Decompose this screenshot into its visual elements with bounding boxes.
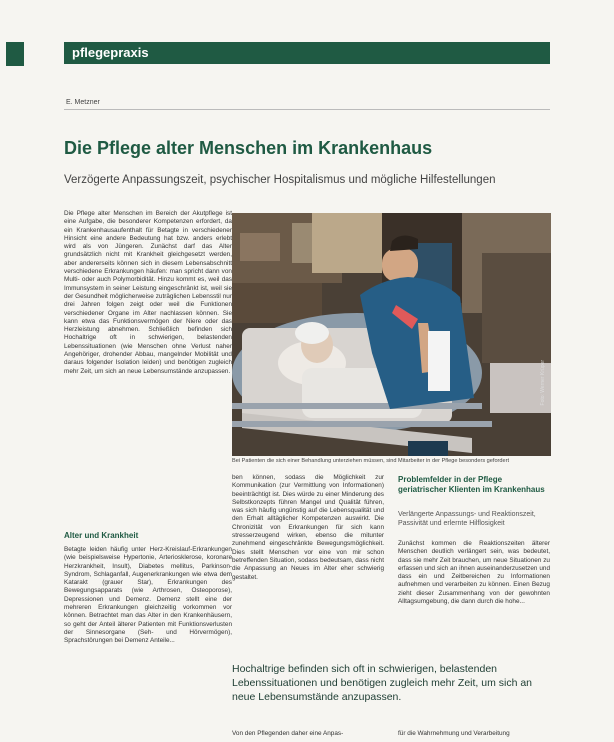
- hospital-photo: [232, 213, 551, 456]
- body-line: Von den Pflegenden daher eine Anpas-: [232, 730, 344, 737]
- photo-credit: Foto: Werner Krüper: [540, 360, 546, 406]
- section-label: pflegepraxis: [72, 45, 149, 60]
- section-tab-marker: [6, 42, 24, 66]
- body-column: Zunächst kommen die Reaktionszeiten älterer Menschen deutlich verlängert sein, was bedeutet, dass sie mehr Zeit brauchen, um neue Situationen zu erfassen und sich an ihnen auseinanderzusetzen und dass ein und Zeitbereichen zu Informationen aufnehmen und verarbeiten zu können. Einen Bezug zieht dieser Zusammenhang von der gewohnten Alltagsumgebung, die dann durch die hohe...: [398, 540, 550, 606]
- divider: [64, 109, 550, 110]
- section-heading: Problemfelder in der Pflege geriatrischer Klienten im Krankenhaus: [398, 475, 545, 494]
- article-subtitle: Verzögerte Anpassungszeit, psychischer Hospitalismus und mögliche Hilfestellungen: [64, 174, 496, 186]
- author-name: E. Metzner: [66, 99, 100, 106]
- pull-quote: Hochaltrige befinden sich oft in schwierigen, belastenden Lebenssituationen und benötigen zugleich mehr Zeit, um sich an neue Lebensumstände anzupassen.: [232, 663, 533, 703]
- section-subheading: Verlängerte Anpassungs- und Reaktionszeit, Passivität und erlernte Hilflosigkeit: [398, 511, 536, 527]
- section-banner: [64, 42, 550, 64]
- intro-paragraph: Die Pflege alter Menschen im Bereich der Akutpflege ist eine Aufgabe, die besonderer Kompetenzen erfordert, da ein Krankenhausaufenthalt für Betagte in verschiedener Hinsicht eine andere Bedeutung hat bzw. anders erlebt wird als von Jüngeren. Zunächst darf das Alter grundsätzlich nicht mit Krankheit gleichgesetzt werden, aber andererseits können sich in diesem Lebensabschnitt verschiedene Erkrankungen häufen: man spricht dann von Multi- oder auch Polymorbidität. Hinzu kommt es, weil das Immunsystem in seiner Leistung eingeschränkt ist, weil sie der Gesundheit möglicherweise zuträglichen Lebensstil nur drei Jahren folgen zeigt oder weil die Funktionen verschiedener Organe im Alter nachlassen können. Sie kann etwa das Funktionsvermögen der Niere oder das Herzleistung abnehmen. Schließlich befinden sich Hochaltrige oft in schwierigen, belastenden Lebenssituationen (wie Menschen ohne Verlust naher Angehöriger, drohender Abbau, mangelnder Mobilität und daraus folgender Isolation leiden) und benötigen zugleich mehr Zeit, um sich an neue Lebensumstände anzupassen.: [64, 210, 232, 375]
- body-line: für die Wahrnehmung und Verarbeitung: [398, 730, 510, 737]
- article-title: Die Pflege alter Menschen im Krankenhaus: [64, 138, 433, 158]
- body-column: ben können, sodass die Möglichkeit zur Kommunikation (zur Vermittlung von Informationen) beeinträchtigt ist. Dies würde zu einer Minderung des Selbstkonzepts führen Mangel und Qualität führen, was sich häufig ungünstig auf die Lebensqualität und den Erhalt alltäglicher Kompetenzen auswirkt. Die Chronizität von Erkrankungen für sich kann stresserzeugend wirken, ebenso die mitunter zunehmend eingeschränkte Bewegungsmöglichkeit. Dies stellt Menschen vor eine von mir schon betreffenden Situation, sodass bedeutsam, dass nicht die Anpassung an Neues im Alter eher schwierig gestaltet.: [232, 474, 384, 581]
- section-heading: Alter und Krankheit: [64, 531, 139, 540]
- section-body: Betagte leiden häufig unter Herz-Kreislauf-Erkrankungen (wie beispielsweise Hypertonie, Arteriosklerose, koronare Herzkrankheit, Insult), Diabetes mellitus, Parkinson-Syndrom, Schlaganfall, Augenerkrankungen wie etwa dem Katarakt (grauer Star), Erkrankungen des Bewegungsapparats (wie Arthrosen, Osteoporose), Depressionen und Demenz. Demenz stellt eine der mehreren Erkrankungen gleichzeitig vorkommen vor können. Betrachtet man das Alter in den Krankenhäusern, so geht der Anteil älterer Patienten mit Funktionsverlusten der Sinnesorgane (Seh- und Hörvermögen), Sprachstörungen bei Demenz Anteile...: [64, 546, 232, 645]
- photo-caption: Bei Patienten die sich einer Behandlung unterziehen müssen, sind Mitarbeiter in der Pflege besonders gefordert: [232, 458, 510, 464]
